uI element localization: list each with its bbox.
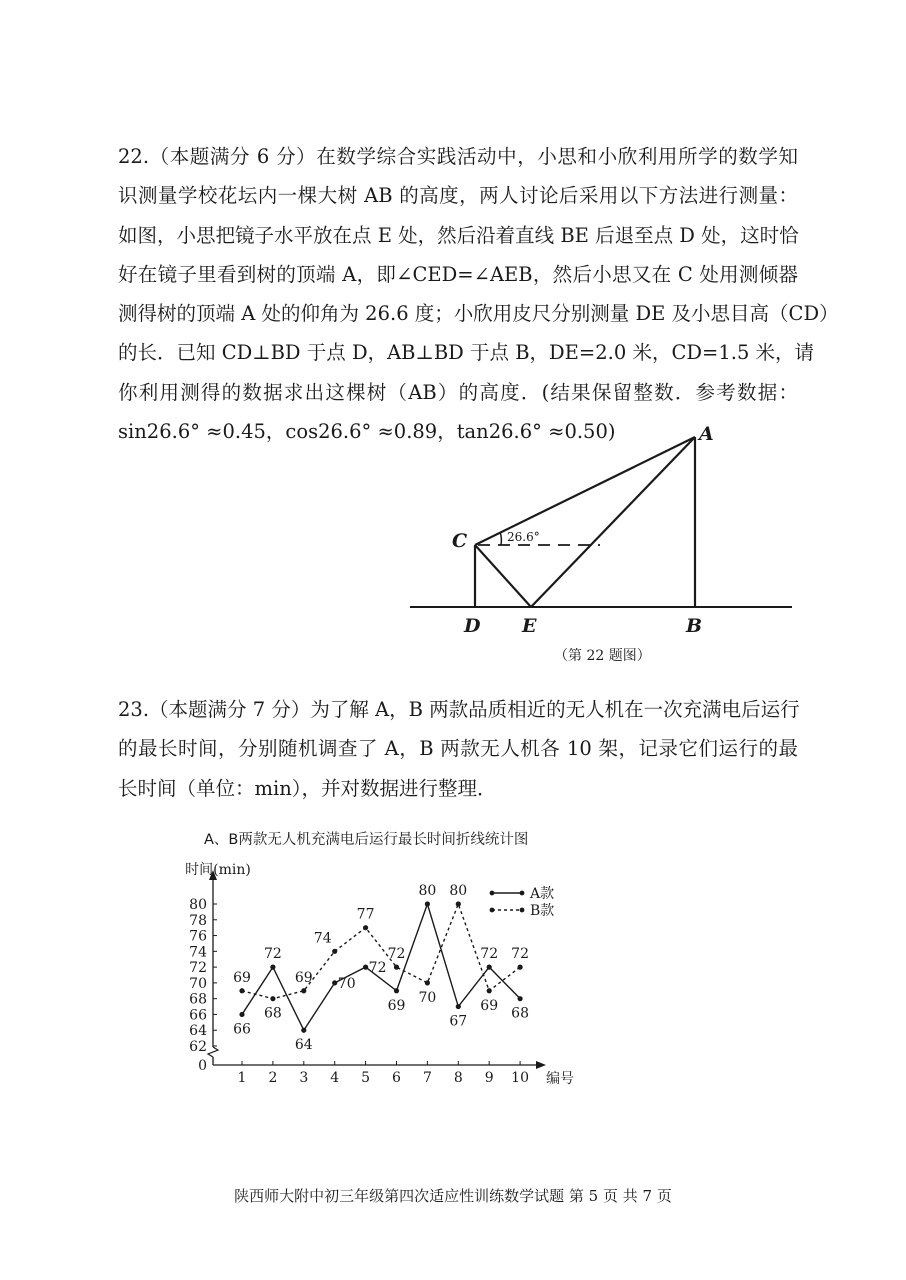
y-tick-label: 62 <box>189 1039 207 1055</box>
legend-dot-A <box>520 891 525 896</box>
x-axis-arrow <box>536 1061 546 1069</box>
legend-dot-B <box>520 908 525 913</box>
angle-label: 26.6° <box>507 530 540 544</box>
x-tick-label: 9 <box>484 1070 494 1086</box>
x-tick-label: 3 <box>299 1070 309 1086</box>
y-tick-label: 66 <box>189 1007 207 1024</box>
segment-CA <box>475 437 695 545</box>
data-label-B: 69 <box>480 997 499 1014</box>
data-label-B: 77 <box>356 906 375 923</box>
x-axis-label: 编号 <box>546 1071 574 1087</box>
q22-line: 测得树的顶端 A 处的仰角为 26.6 度；小欣用皮尺分别测量 DE 及小思目高（CD） <box>118 302 839 326</box>
data-label-B: 80 <box>449 883 468 899</box>
point-label-C: C <box>452 530 468 552</box>
data-point-A <box>363 965 368 970</box>
q23-line: 长时间（单位：min），并对数据进行整理． <box>118 776 497 800</box>
series-line-B <box>242 904 520 999</box>
data-label-B: 68 <box>263 1005 282 1022</box>
data-point-B <box>425 980 430 985</box>
q22-line: 好在镜子里看到树的顶端 A，即∠CED=∠AEB，然后小思又在 C 处用测倾器 <box>118 262 798 286</box>
data-label-B: 72 <box>511 946 530 963</box>
point-label-E: E <box>522 615 537 637</box>
y-axis-break <box>208 1047 218 1057</box>
point-label-D: D <box>464 615 481 637</box>
data-point-A <box>456 1004 461 1009</box>
legend-dot-B <box>490 908 495 913</box>
data-point-A <box>332 980 337 985</box>
x-tick-label: 1 <box>237 1070 247 1086</box>
y-axis-label: 时间(min) <box>185 862 251 878</box>
x-tick-label: 10 <box>511 1070 530 1086</box>
data-point-A <box>239 1012 244 1017</box>
q22-line: 你利用测得的数据求出这棵树（AB）的高度．(结果保留整数．参考数据： <box>118 380 798 404</box>
y-tick-label: 72 <box>189 960 207 977</box>
data-point-B <box>332 949 337 954</box>
x-tick-label: 5 <box>361 1070 371 1086</box>
data-point-B <box>239 988 244 993</box>
data-label-A: 70 <box>337 975 356 992</box>
y-tick-label: 78 <box>189 912 207 929</box>
data-label-B: 69 <box>294 969 313 986</box>
x-tick-label: 8 <box>453 1070 463 1086</box>
x-tick-label: 7 <box>422 1070 432 1086</box>
segment-CE <box>475 545 531 607</box>
data-label-A: 68 <box>511 1005 530 1022</box>
data-label-A: 72 <box>263 946 282 963</box>
data-point-A <box>270 965 275 970</box>
question-23-text <box>118 690 798 808</box>
legend-label-A: A款 <box>530 886 555 902</box>
data-point-B <box>456 901 461 906</box>
q23-line: 23.（本题满分 7 分）为了解 A，B 两款品质相近的无人机在一次充满电后运行 <box>118 698 800 721</box>
q22-line: sin26.6° ≈0.45，cos26.6° ≈0.89，tan26.6° ≈0.50) <box>118 420 616 444</box>
y-tick-label: 64 <box>189 1023 207 1040</box>
angle-arc <box>500 532 501 545</box>
x-tick-label: 2 <box>268 1070 278 1086</box>
data-point-B <box>518 965 523 970</box>
data-point-A <box>487 965 492 970</box>
data-label-A: 69 <box>387 997 406 1014</box>
data-label-A: 66 <box>233 1021 251 1038</box>
q22-line: 的长．已知 CD⊥BD 于点 D，AB⊥BD 于点 B，DE=2.0 米，CD=1.5 米，请 <box>118 341 815 365</box>
line-chart <box>0 850 906 1100</box>
q22-line: 如图，小思把镜子水平放在点 E 处，然后沿着直线 BE 后退至点 D 处，这时恰 <box>118 223 799 247</box>
q22-line: 22.（本题满分 6 分）在数学综合实践活动中，小思和小欣利用所学的数学知 <box>118 145 798 168</box>
q23-line: 的最长时间，分别随机调查了 A，B 两款无人机各 10 架，记录它们运行的最 <box>118 737 798 761</box>
y-tick-label: 74 <box>189 944 207 961</box>
data-point-A <box>518 996 523 1001</box>
data-point-A <box>425 901 430 906</box>
data-point-B <box>394 965 399 970</box>
y-tick-label: 80 <box>189 897 207 913</box>
q22-line: 识测量学校花坛内一棵大树 AB 的高度，两人讨论后采用以下方法进行测量： <box>118 184 798 208</box>
legend-label-B: B款 <box>530 903 555 919</box>
x-tick-label: 4 <box>330 1070 340 1086</box>
y-tick-label: 68 <box>189 991 207 1008</box>
legend-dot-A <box>490 891 495 896</box>
data-point-B <box>270 996 275 1001</box>
y-tick-label: 70 <box>189 975 207 992</box>
data-point-B <box>301 988 306 993</box>
data-label-A: 80 <box>418 883 437 899</box>
data-label-A: 67 <box>449 1013 468 1030</box>
page-footer: 陕西师大附中初三年级第四次适应性训练数学试题 第 5 页 共 7 页 <box>234 1187 672 1205</box>
segment-EA <box>531 437 695 607</box>
y-tick-label: 0 <box>198 1058 207 1074</box>
data-label-A: 72 <box>368 960 387 977</box>
data-label-B: 74 <box>313 930 332 947</box>
data-point-B <box>363 925 368 930</box>
data-label-A: 64 <box>294 1037 313 1054</box>
data-point-A <box>394 988 399 993</box>
chart-title: A、B两款无人机充满电后运行最长时间折线统计图 <box>204 832 529 848</box>
data-label-A: 72 <box>480 946 499 963</box>
x-tick-label: 6 <box>392 1070 401 1086</box>
data-label-B: 72 <box>387 946 406 963</box>
data-label-B: 70 <box>418 989 437 1006</box>
data-label-B: 69 <box>233 969 251 986</box>
data-point-B <box>487 988 492 993</box>
y-tick-label: 76 <box>189 928 207 945</box>
point-label-A: A <box>699 423 714 445</box>
q22-figure-caption: （第 22 题图） <box>554 648 651 664</box>
data-point-A <box>301 1028 306 1033</box>
point-label-B: B <box>686 615 703 637</box>
